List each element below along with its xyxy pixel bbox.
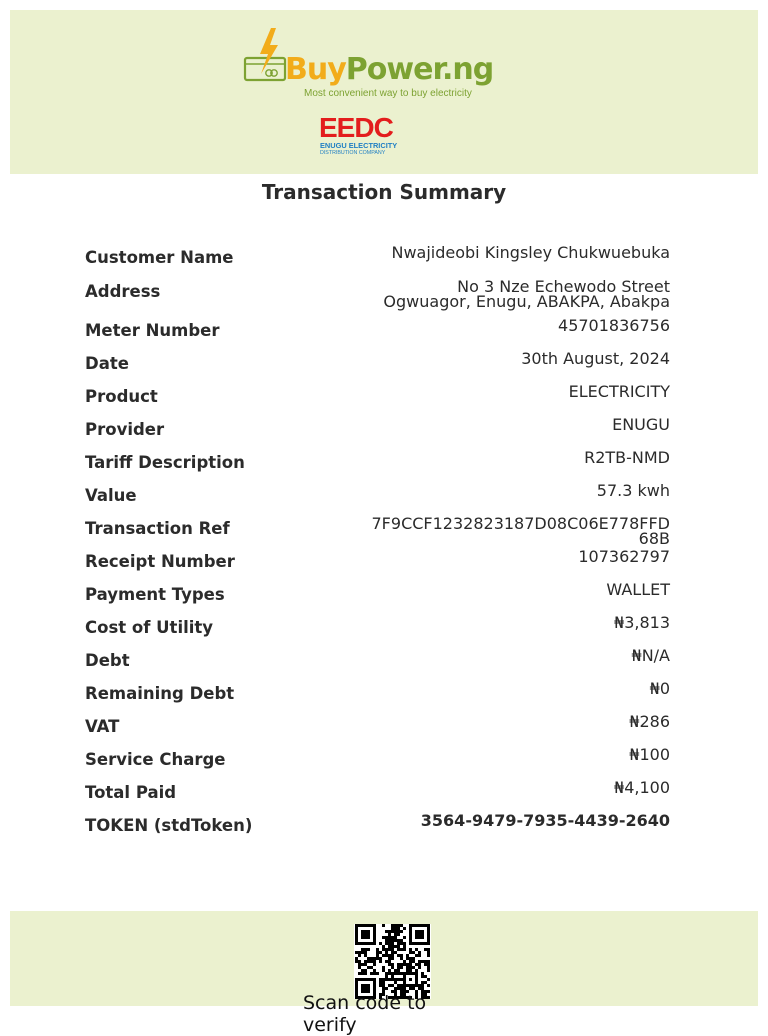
logo-power: Power.ng [345, 52, 494, 87]
logo-buy: Buy [285, 52, 346, 87]
logo-tagline: Most convenient way to buy electricity [304, 88, 472, 99]
qr-code-icon[interactable] [354, 924, 431, 999]
row-label: Tariff Description [85, 453, 245, 472]
row-value [632, 648, 670, 663]
row-value-line: WALLET [606, 580, 670, 599]
row-label: Payment Types [85, 585, 225, 604]
row-value [383, 279, 670, 309]
logo-wordmark [285, 52, 493, 88]
row-value [569, 384, 670, 399]
row-value-line: ₦0 [649, 679, 670, 698]
row-value-line: R2TB-NMD [584, 448, 670, 467]
scan-verify-text: Scan code to verify [303, 992, 427, 1036]
row-label: VAT [85, 717, 120, 736]
row-value [391, 245, 670, 260]
row-value-line: ₦4,100 [614, 778, 670, 797]
row-label: Transaction Ref [85, 519, 230, 538]
row-value [578, 549, 670, 564]
eedc-logo [319, 113, 401, 157]
row-label: Address [85, 282, 161, 301]
row-label: Provider [85, 420, 165, 439]
row-value-line: 45701836756 [558, 316, 670, 335]
row-label: Product [85, 387, 158, 406]
row-value-line: ₦100 [629, 745, 670, 764]
row-value-line: ELECTRICITY [568, 382, 670, 401]
row-value-line: 57.3 kwh [596, 481, 670, 500]
row-value [614, 780, 670, 795]
row-value-line: 7F9CCF1232823187D08C06E778FFD [371, 514, 670, 533]
row-value-line: ₦3,813 [614, 613, 670, 632]
row-value [372, 516, 671, 546]
row-value-line: 3564-9479-7935-4439-2640 [420, 811, 670, 830]
eedc-subtitle-1: ENUGU ELECTRICITY [320, 141, 398, 150]
row-value [612, 417, 670, 432]
row-value-line: 68B [638, 529, 670, 548]
row-label: Date [85, 354, 129, 373]
row-value [629, 747, 670, 762]
row-label: Value [85, 486, 137, 505]
row-value [597, 483, 670, 498]
row-value [606, 582, 670, 597]
row-label: Total Paid [85, 783, 177, 802]
row-value-line: Ogwuagor, Enugu, ABAKPA, Abakpa [383, 292, 670, 311]
row-value-line: 107362797 [578, 547, 670, 566]
row-label: Meter Number [85, 321, 220, 340]
row-value [614, 615, 670, 630]
row-label: Service Charge [85, 750, 226, 769]
buypower-logo [241, 28, 531, 100]
row-value-line: 30th August, 2024 [521, 349, 670, 368]
row-value [521, 351, 670, 366]
lightning-card-icon [243, 28, 287, 84]
row-label: Debt [85, 651, 130, 670]
row-value [584, 450, 670, 465]
row-label: Remaining Debt [85, 684, 235, 703]
row-label: TOKEN (stdToken) [85, 816, 253, 835]
row-value [650, 681, 670, 696]
row-value-line: Nwajideobi Kingsley Chukwuebuka [391, 243, 670, 262]
row-value [421, 813, 670, 828]
row-value-line: ₦N/A [631, 646, 670, 665]
row-value-line: No 3 Nze Echewodo Street [457, 277, 670, 296]
row-value [558, 318, 670, 333]
eedc-subtitle-2: DISTRIBUTION COMPANY [320, 150, 386, 156]
row-value [629, 714, 670, 729]
row-value-line: ENUGU [612, 415, 670, 434]
page-title: Transaction Summary [261, 180, 507, 204]
row-label: Cost of Utility [85, 618, 214, 637]
row-label: Receipt Number [85, 552, 235, 571]
eedc-wordmark: EEDC [319, 112, 393, 143]
row-value-line: ₦286 [629, 712, 670, 731]
row-label: Customer Name [85, 248, 234, 267]
